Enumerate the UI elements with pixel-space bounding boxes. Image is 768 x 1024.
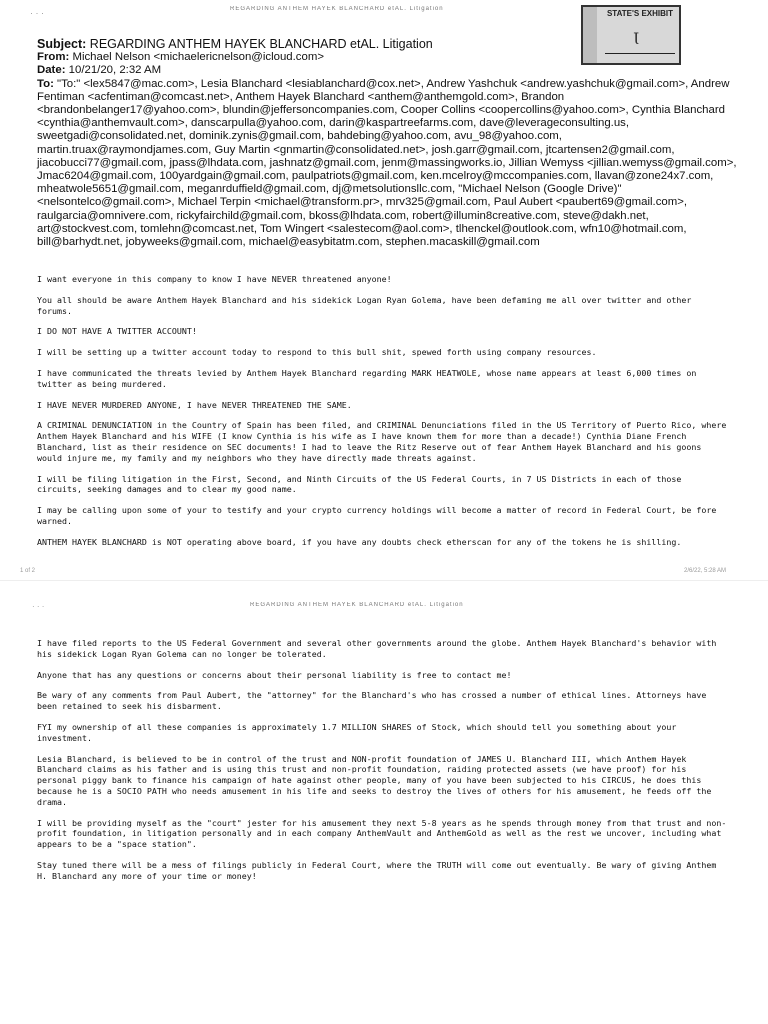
email-header [37,38,737,249]
body-paragraph: I will be setting up a twitter account today to respond to this bull shit, spewed forth using company resources. [37,347,597,358]
from-line [37,51,737,64]
running-header: REGARDING ANTHEM HAYEK BLANCHARD etAL. Litigation [230,6,444,12]
document-page-2 [0,590,768,1024]
subject-label: Subject: [37,37,87,51]
email-body-continued [37,638,727,892]
page-divider [0,580,768,581]
body-paragraph: I will be providing myself as the "court" jester for his amusement they next 5-8 years as he spends through money from that trust and non-profit foundation, in litigation personally and in each company AnthemVault and AnthemGold as well as the rest we uncover, including what appears to be a "space station". [37,817,727,850]
body-paragraph: You all should be aware Anthem Hayek Blanchard and his sidekick Logan Ryan Golema, have been defaming me all over twitter and other forums. [37,294,692,316]
body-paragraph: Stay tuned there will be a mess of filings publicly in Federal Court, where the TRUTH will come out eventually. Be wary of giving Anthem H. Blanchard any more of your time or money! [37,859,717,881]
body-paragraph: I have communicated the threats levied by Anthem Hayek Blanchard regarding MARK HEATWOLE, whose name appears at least 6,000 times on twitter as being murdered. [37,367,697,389]
exhibit-label: STATE'S EXHIBIT [606,9,674,18]
body-paragraph: I want everyone in this company to know I have NEVER threatened anyone! [37,274,392,284]
exhibit-handwriting: Ɩ [633,29,640,48]
body-paragraph: ANTHEM HAYEK BLANCHARD is NOT operating above board, if you have any doubts check etherscan for any of the tokens he is shilling. [37,536,682,547]
date-value: 10/21/20, 2:32 AM [68,64,162,77]
from-value: Michael Nelson <michaelericnelson@icloud.com> [72,51,324,64]
body-paragraph: I will be filing litigation in the First, Second, and Ninth Circuits of the US Federal Courts, in 7 US Districts in each of those circuits, seeking damages and to clear my good name. [37,473,682,495]
body-paragraph: A CRIMINAL DENUNCIATION in the Country of Spain has been filed, and CRIMINAL Denunciations filed in the US Territory of Puerto Rico, where Anthem Hayek Blanchard and his WIFE (I know Cynthia is his wife as I have known them for more than a decade!) Cynthia Diane French Blanchard, list as their residence on SEC documents! I had to leave the Ritz Reserve out of fear Anthem Hayek Blanchard and his goons would injure me, my family and my neighbors who they have directly made threats against. [37,420,727,463]
body-paragraph: I have filed reports to the US Federal Government and several other governments around the globe. Anthem Hayek Blanchard's behavior with his sidekick Logan Ryan Golema can no longer be tolerated. [37,638,717,659]
body-paragraph: I HAVE NEVER MURDERED ANYONE, I have NEVER THREATENED THE SAME. [37,399,352,410]
subject-line [37,38,737,51]
corner-mark: · · · [32,602,45,611]
body-paragraph: Anyone that has any questions or concerns about their personal liability is free to contact me! [37,669,512,680]
to-value: "To:" <lex5847@mac.com>, Lesia Blanchard <lesiablanchard@cox.net>, Andrew Yashchuk <andrew.yashchuk@gmail.com>, Andrew Fentiman <acfentiman@comcast.net>, Anthem Hayek Blanchard <anthem@anthemgold.com>, Brandon <brandonbelanger17@yahoo.com>, blundin@jeffersoncompanies.com, Cooper Collins <coopercollins@yahoo.com>, Cynthia Blanchard <cynthia@anthemvault.com>, danscarpulla@yahoo.com, darin@kaspartreefarms.com, dave@leverageconsulting.us, sweetgadi@consolidated.net, dominik.zynis@gmail.com, bahdebing@yahoo.com, avu_98@yahoo.com, martin.truax@raymondjames.com, Guy Martin <gnmartin@consolidated.net>, josh.garr@gmail.com, jtcartensen2@gmail.com, jiacobucci77@gmail.com, jpass@lhdata.com, jashnatz@gmail.com, jenm@massingworks.io, Jillian Wemyss <jillian.wemyss@gmail.com>, Jmac6204@gmail.com, 100yardgain@gmail.com, paulpatriots@gmail.com, ken.mcelroy@mccompanies.com, llavan@zone24x7.com, mheatwole5651@gmail.com, meganrduffield@gmail.com, dj@metsolutionsllc.com, "Michael Nelson (Google Drive)" <nelsontelco@gmail.com>, Michael Terpin <michael@transform.pr>, mrv325@gmail.com, Paul Aubert <paubert69@gmail.com>, raulgarcia@omnivere.com, rickyfairchild@gmail.com, bkoss@lhdata.com, robert@illumin8creative.com, steve@dakh.net, art@stockvest.com, tomlehn@comcast.net, Tom Wingert <salestecom@aol.com>, tlhenckel@outlook.com, wfn10@hotmail.com, bill@barhydt.net, jobyweeks@gmail.com, michael@easybitatm.com, stephen.macaskill@gmail.com [37,77,737,249]
to-label: To: [37,77,54,90]
body-paragraph: I DO NOT HAVE A TWITTER ACCOUNT! [37,326,197,337]
email-body [37,274,727,558]
corner-mark: · · · [30,8,44,18]
body-paragraph: Be wary of any comments from Paul Aubert, the "attorney" for the Blanchard's who has crossed a number of ethical lines. Attorneys have been retained to seek his disbarment. [37,690,707,712]
date-label: Date: [37,64,66,77]
body-paragraph: Lesia Blanchard, is believed to be in control of the trust and NON-profit foundation of JAMES U. Blanchard III, which Anthem Hayek Blanchard claims as his father and is using this trust and non-profit foundation, raiding protected assets (we have proof) for his personal piggy bank to finance his campaign of hate against other people, many of you have been subjected to his CIRCUS, he does this because he is a SOCIO PATH who needs amusement in his life and seeks to destroy the lives of others for his amusement, he feeds off the drama. [37,753,712,807]
print-timestamp: 2/6/22, 5:28 AM [684,568,727,574]
page-number: 1 of 2 [20,568,36,574]
running-header: REGARDING ANTHEM HAYEK BLANCHARD etAL. Litigation [250,602,464,608]
from-label: From: [37,51,70,64]
subject-value: REGARDING ANTHEM HAYEK BLANCHARD etAL. Litigation [89,37,433,51]
to-line [37,78,737,250]
date-line [37,64,737,77]
body-paragraph: I may be calling upon some of your to testify and your crypto currency holdings will become a matter of record in Federal Court, be fore warned. [37,505,717,526]
body-paragraph: FYI my ownership of all these companies is approximately 1.7 MILLION SHARES of Stock, which should tell you something about your investment. [37,721,677,743]
